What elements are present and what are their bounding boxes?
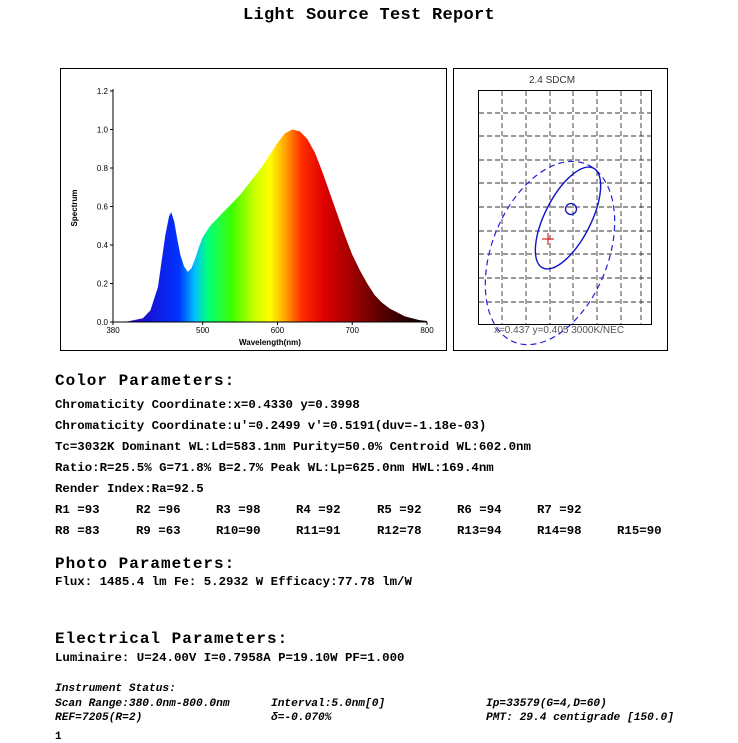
render-index-r6: R6 =94 bbox=[457, 503, 502, 517]
spectrum-x-tick-label: 380 bbox=[106, 326, 120, 335]
spectrum-x-tick-label: 600 bbox=[270, 326, 285, 335]
interval-text: Interval:5.0nm[0] bbox=[271, 698, 386, 710]
spectrum-y-tick-label: 0.0 bbox=[96, 318, 108, 327]
render-index-line: Render Index:Ra=92.5 bbox=[55, 482, 204, 496]
spectrum-x-tick-label: 700 bbox=[345, 326, 359, 335]
ratio-line: Ratio:R=25.5% G=71.8% B=2.7% Peak WL:Lp=625.0nm HWL:169.4nm bbox=[55, 461, 494, 475]
photo-parameters-heading: Photo Parameters: bbox=[55, 555, 236, 573]
spectrum-y-tick-label: 0.8 bbox=[96, 164, 108, 173]
sdcm-coords-text: x=0.437 y=0.405 3000K/NEC bbox=[493, 325, 625, 336]
chromaticity-uv-line: Chromaticity Coordinate:u'=0.2499 v'=0.5191(duv=-1.18e-03) bbox=[55, 419, 487, 433]
luminaire-line: Luminaire: U=24.00V I=0.7958A P=19.10W PF=1.000 bbox=[55, 651, 405, 665]
render-index-r15: R15=90 bbox=[617, 524, 662, 538]
render-index-r9: R9 =63 bbox=[136, 524, 181, 538]
page-number: 1 bbox=[55, 731, 62, 743]
render-index-r2: R2 =96 bbox=[136, 503, 181, 517]
spectrum-chart bbox=[60, 68, 448, 352]
delta-text: δ=-0.070% bbox=[271, 712, 332, 724]
render-index-r8: R8 =83 bbox=[55, 524, 100, 538]
render-index-r5: R5 =92 bbox=[377, 503, 422, 517]
spectrum-y-tick-label: 0.2 bbox=[96, 279, 108, 289]
spectrum-y-tick-label: 1.2 bbox=[96, 87, 108, 96]
render-index-r12: R12=78 bbox=[377, 524, 422, 538]
render-index-r13: R13=94 bbox=[457, 524, 502, 538]
render-index-r10: R10=90 bbox=[216, 524, 261, 538]
spectrum-y-tick-label: 0.4 bbox=[96, 241, 108, 250]
spectrum-x-tick-label: 500 bbox=[196, 326, 210, 335]
render-index-r11: R11=91 bbox=[296, 524, 341, 538]
report-title: Light Source Test Report bbox=[242, 6, 496, 25]
color-temperature-line: Tc=3032K Dominant WL:Ld=583.1nm Purity=50.0% Centroid WL:602.0nm bbox=[55, 440, 531, 454]
render-index-r4: R4 =92 bbox=[296, 503, 341, 517]
pmt-text: PMT: 29.4 centigrade [150.0] bbox=[486, 712, 674, 724]
color-parameters-heading: Color Parameters: bbox=[55, 372, 236, 390]
flux-line: Flux: 1485.4 lm Fe: 5.2932 W Efficacy:77.78 lm/W bbox=[55, 575, 412, 589]
render-index-r7: R7 =92 bbox=[537, 503, 582, 517]
sdcm-label: 2.4 SDCM bbox=[528, 75, 576, 86]
render-index-r1: R1 =93 bbox=[55, 503, 100, 517]
spectrum-y-tick-label: 0.6 bbox=[96, 202, 108, 212]
scan-range-text: Scan Range:380.0nm-800.0nm bbox=[55, 698, 230, 710]
render-index-r3: R3 =98 bbox=[216, 503, 261, 517]
ref-text: REF=7205(R=2) bbox=[55, 712, 143, 724]
render-index-r14: R14=98 bbox=[537, 524, 582, 538]
sdcm-frame bbox=[454, 69, 668, 351]
ip-text: Ip=33579(G=4,D=60) bbox=[486, 698, 607, 710]
sdcm-chart bbox=[453, 68, 669, 352]
spectrum-y-tick-label: 1.0 bbox=[96, 125, 108, 135]
spectrum-x-tick-label: 800 bbox=[420, 326, 434, 335]
spectrum-ylabel: Spectrum bbox=[70, 189, 79, 227]
instrument-status-heading: Instrument Status: bbox=[55, 683, 176, 695]
electrical-parameters-heading: Electrical Parameters: bbox=[55, 630, 289, 648]
spectrum-xlabel: Wavelength(nm) bbox=[239, 338, 301, 347]
chromaticity-xy-line: Chromaticity Coordinate:x=0.4330 y=0.3998 bbox=[55, 398, 360, 412]
